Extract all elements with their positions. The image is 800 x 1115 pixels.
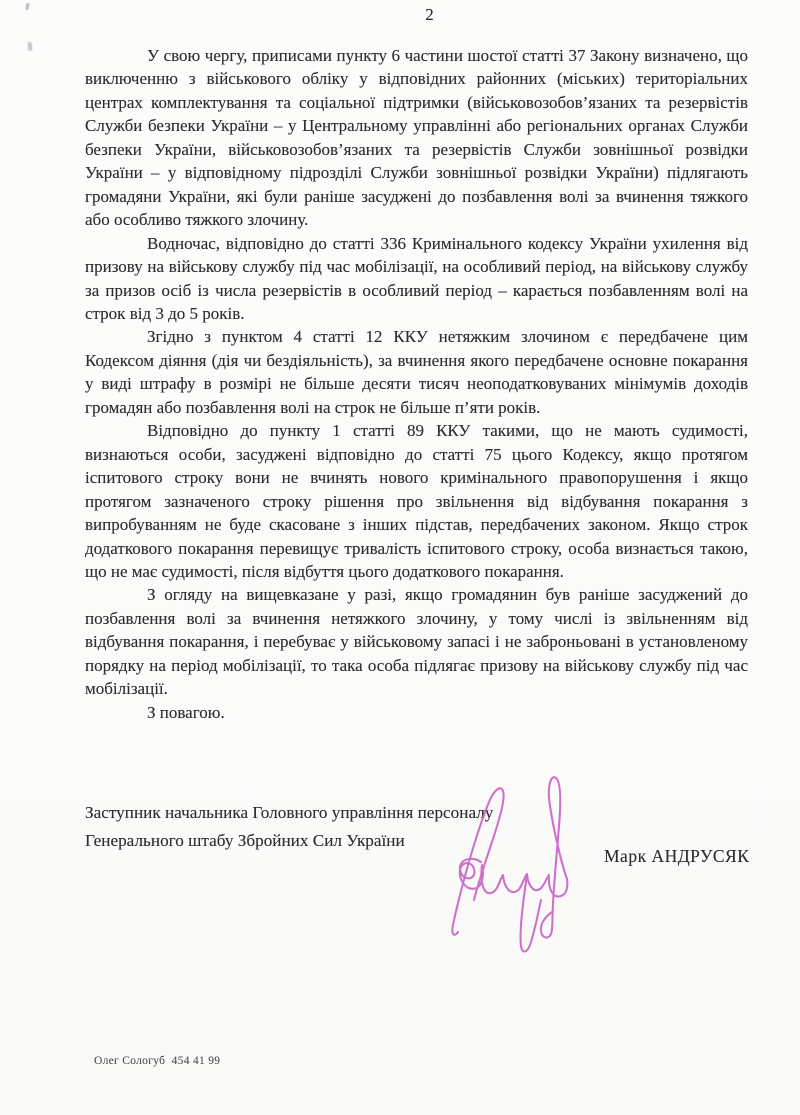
signer-title-line-1: Заступник начальника Головного управління персоналу (85, 803, 494, 822)
body-paragraph-5: З огляду на вищевказане у разі, якщо громадянин був раніше засуджений до позбавлення волі за вчинення нетяжкого злочину, у тому числі із звільненням від відбування покарання, і перебуває у військовому запасі і не заброньовані в установленому порядку на період мобілізації, то така особа підлягає призову на військову службу під час мобілізації. (85, 585, 748, 699)
body-paragraph-1: У свою чергу, приписами пункту 6 частини шостої статті 37 Закону визначено, що виключенню з військового обліку у відповідних районних (міських) територіальних центрах комплектування та соціальної підтримки (військовозобов’язаних та резервістів Служби безпеки України – у Центральному управлінні або регіональних органах Служби безпеки України, військовозобов’язаних та резервістів Служби зовнішньої розвідки України – у відповідному підрозділі Служби зовнішньої розвідки України) підлягають громадяни України, які були раніше засуджені до позбавлення волі за вчинення тяжкого або особливо тяжкого злочину. (85, 46, 748, 230)
scan-speck (25, 3, 29, 10)
body-paragraph-3: Згідно з пунктом 4 статті 12 ККУ нетяжким злочином є передбачене цим Кодексом діяння (дія чи бездіяльність), за вчинення якого передбачене основне покарання у виді штрафу в розмірі не більше десяти тисяч неоподатковуваних мінімумів доходів громадян або позбавлення волі на строк не більше п’яти років. (85, 327, 748, 417)
salutation: З повагою. (147, 702, 225, 722)
body-paragraph-2: Водночас, відповідно до статті 336 Кримінального кодексу України ухилення від призову на військову службу під час мобілізації, на особливий період, на військову службу за призов осіб із числа резервістів в особливий період – карається позбавленням волі на строк від 3 до 5 років. (85, 233, 748, 323)
signature-stroke-left-loop (452, 788, 503, 934)
scan-speck (28, 42, 33, 51)
page-number: 2 (425, 5, 435, 24)
signer-name: Марк АНДРУСЯК (604, 846, 750, 866)
signature-stroke-tall-spike (541, 777, 567, 937)
signer-title-line-2: Генерального штабу Збройних Сил України (85, 830, 405, 850)
footer-contact: Олег Сологуб 454 41 99 (94, 1055, 221, 1067)
letter-body (85, 44, 748, 724)
handwritten-signature-ink (425, 762, 595, 967)
body-paragraph-4: Відповідно до пункту 1 статті 89 ККУ такими, що не мають судимості, визнаються особи, засуджені відповідно до статті 75 цього Кодексу, якщо протягом іспитового строку вони не вчинять нового кримінального правопорушення і якщо протягом зазначеного строку рішення про звільнення від відбування покарання з випробуванням не буде скасоване з інших підстав, передбачених законом. Якщо строк додаткового покарання перевищує тривалість іспитового строку, особа визнається такою, що не має судимості, після відбуття цього додаткового покарання. (85, 421, 748, 581)
